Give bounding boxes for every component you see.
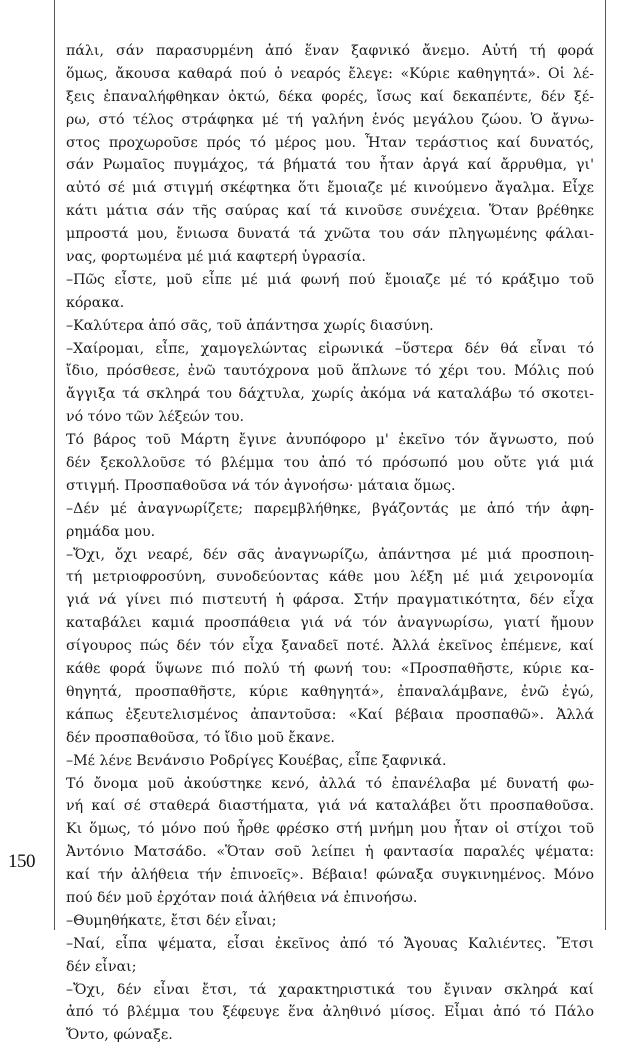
text-line: –Καλύτερα ἀπό σᾶς, τοῦ ἀπάντησα χωρίς διασύνη. — [66, 317, 434, 334]
text-line: κάτι μάτια σάν τῆς σαύρας καί τά κινοῦσε συνέχεια. Ὅταν βρέθηκε — [66, 203, 594, 220]
text-line: σάν Ρωμαῖος πυγμάχος, τά βήματά του ἦταν ἀργά καί ἄρρυθμα, γι' — [66, 157, 594, 174]
text-line: στος προχωροῦσε πρός τό μέρος μου. Ἦταν τεράστιος καί δυνατός, — [66, 134, 594, 151]
text-line: νή καί σέ σταθερά διαστήματα, γιά νά καταλάβει ὅτι προσπαθοῦσα. — [66, 798, 594, 815]
text-line: αὐτό σέ μιά στιγμή σκέφτηκα ὅτι ἔμοιαζε μέ κινούμενο ἄγαλμα. Εἶχε — [66, 180, 594, 197]
text-line: ρω, στό τέλος στράφηκα μέ τή γαλήνη ἑνός μεγάλου ζώου. Ὁ ἄγνω- — [66, 111, 594, 128]
text-line: θηγητά, προσπαθῆστε, κύριε καθηγητά», ἐπαναλάμβανε, ἐνῶ ἐγώ, — [66, 683, 594, 700]
text-line: Ἀντόνιο Ματσάδο. «Ὅταν σοῦ λείπει ἡ φαντασία παραλές ψέματα: — [66, 844, 594, 861]
text-line: –Μέ λένε Βενάνσιο Ροδρίγες Κουέβας, εἶπε ξαφνικά. — [66, 752, 447, 769]
text-line: πάλι, σάν παρασυρμένη ἀπό ἕναν ξαφνικό ἄνεμο. Αὐτή τή φορά — [66, 43, 594, 59]
text-line: ἴδιο, πρόσθεσε, ἐνῶ ταυτόχρονα μοῦ ἅπλωνε τό χέρι του. Μόλις πού — [66, 363, 594, 380]
text-line: δέν προσπαθοῦσα, τό ἴδιο μοῦ ἔκανε. — [66, 729, 335, 746]
text-line: γιά νά γίνει πιό πιστευτή ἡ φάρσα. Στήν πραγματικότητα, δέν εἶχα — [66, 592, 594, 609]
text-line: νας, φορτωμένα μέ μιά καφτερή ὑγρασία. — [66, 249, 366, 266]
text-line: κάθε φορά ὕψωνε πιό πολύ τή φωνή του: «Προσπαθῆστε, κύριε κα- — [66, 661, 594, 678]
text-line: Τό βάρος τοῦ Μάρτη ἔγινε ἀνυπόφορο μ' ἐκεῖνο τόν ἄγνωστο, πού — [66, 432, 594, 449]
body-text — [66, 40, 594, 1047]
text-line: τή μετριοφροσύνη, συνοδεύοντας κάθε μου λέξη μέ μιά χειρονομία — [66, 569, 594, 586]
text-line: –Ὄχι, δέν εἶναι ἔτσι, τά χαρακτηριστικά του ἔγιναν σκληρά καί — [66, 981, 594, 998]
text-line: Ὄντο, φώναξε. — [66, 1027, 173, 1044]
text-line: ἀπό τό βλέμμα του ξέφευγε ἕνα ἀληθινό μίσος. Εἶμαι ἀπό τό Πάλο — [66, 1004, 594, 1021]
text-line: ξεις ἐπαναλήφθηκαν ὀκτώ, δέκα φορές, ἴσως καί δεκαπέντε, δέν ξέ- — [66, 88, 594, 105]
text-line: –Ὄχι, ὄχι νεαρέ, δέν σᾶς ἀναγνωρίζω, ἀπάντησα μέ μιά προσποιη- — [66, 546, 594, 563]
left-margin-rule — [54, 0, 55, 930]
text-line: δέν ξεκολλοῦσε τό βλέμμα του ἀπό τό πρόσωπό μου οὔτε γιά μιά — [66, 455, 594, 472]
text-line: –Θυμηθήκατε, ἔτσι δέν εἶναι; — [66, 912, 277, 929]
text-line: ἄγγιξα τά σκληρά του δάχτυλα, χωρίς ἀκόμα νά καταλάβω τό σκοτει- — [66, 386, 594, 403]
text-line: κόρακα. — [66, 294, 125, 311]
text-line: –Δέν μέ ἀναγνωρίζετε; παρεμβλήθηκε, βγάζοντάς με ἀπό τήν ἀφη- — [66, 500, 594, 517]
text-line: νό τόνο τῶν λέξεών του. — [66, 409, 245, 426]
text-line: σίγουρος πώς δέν τόν εἶχα ξαναδεῖ ποτέ. Ἀλλά ἐκεῖνος ἐπέμενε, καί — [66, 638, 594, 655]
text-line: μπροστά μου, ἔνιωσα δυνατά τά χνῶτα του σάν πληγωμένης φάλαι- — [66, 226, 594, 243]
text-line: Τό ὄνομα μοῦ ἀκούστηκε κενό, ἀλλά τό ἐπανέλαβα μέ δυνατή φω- — [66, 775, 594, 792]
text-line: ὅμως, ἄκουσα καθαρά πού ὁ νεαρός ἔλεγε: «Κύριε καθηγητά». Οἱ λέ- — [66, 65, 594, 82]
text-line: στιγμή. Προσπαθοῦσα νά τόν ἀγνοήσω· μάταια ὅμως. — [66, 477, 456, 494]
text-line: –Ναί, εἶπα ψέματα, εἶσαι ἐκεῖνος ἀπό τό Ἄγουας Καλιέντες. Ἔτσι — [66, 935, 594, 952]
text-line: ρημάδα μου. — [66, 523, 156, 540]
text-line: –Χαίρομαι, εἶπε, χαμογελώντας εἰρωνικά –ὕστερα δέν θά εἶναι τό — [66, 340, 594, 357]
text-line: καί τήν ἀλήθεια τήν ἐπινοεῖς». Βέβαια! φώναξα συγκινημένος. Μόνο — [66, 867, 594, 884]
text-line: καταβάλει καμιά προσπάθεια γιά νά τόν ἀναγνωρίσω, γιατί ἤμουν — [66, 615, 594, 632]
text-line: Κι ὅμως, τό μόνο πού ἦρθε φρέσκο στή μνήμη μου ἦταν οἱ στίχοι τοῦ — [66, 821, 594, 838]
page-number: 150 — [8, 851, 35, 872]
text-line: δέν εἶναι; — [66, 958, 137, 975]
text-line: κάπως ἐξευτελισμένος ἀπαντοῦσα: «Καί βέβαια προσπαθῶ». Ἀλλά — [66, 706, 594, 723]
text-line: –Πῶς εἶστε, μοῦ εἶπε μέ μιά φωνή πού ἔμοιαζε μέ τό κράξιμο τοῦ — [66, 271, 594, 288]
right-margin-rule — [605, 0, 606, 930]
text-line: πού δέν μοῦ ἐρχόταν ποιά ἀλήθεια νά ἐπινοήσω. — [66, 889, 418, 906]
